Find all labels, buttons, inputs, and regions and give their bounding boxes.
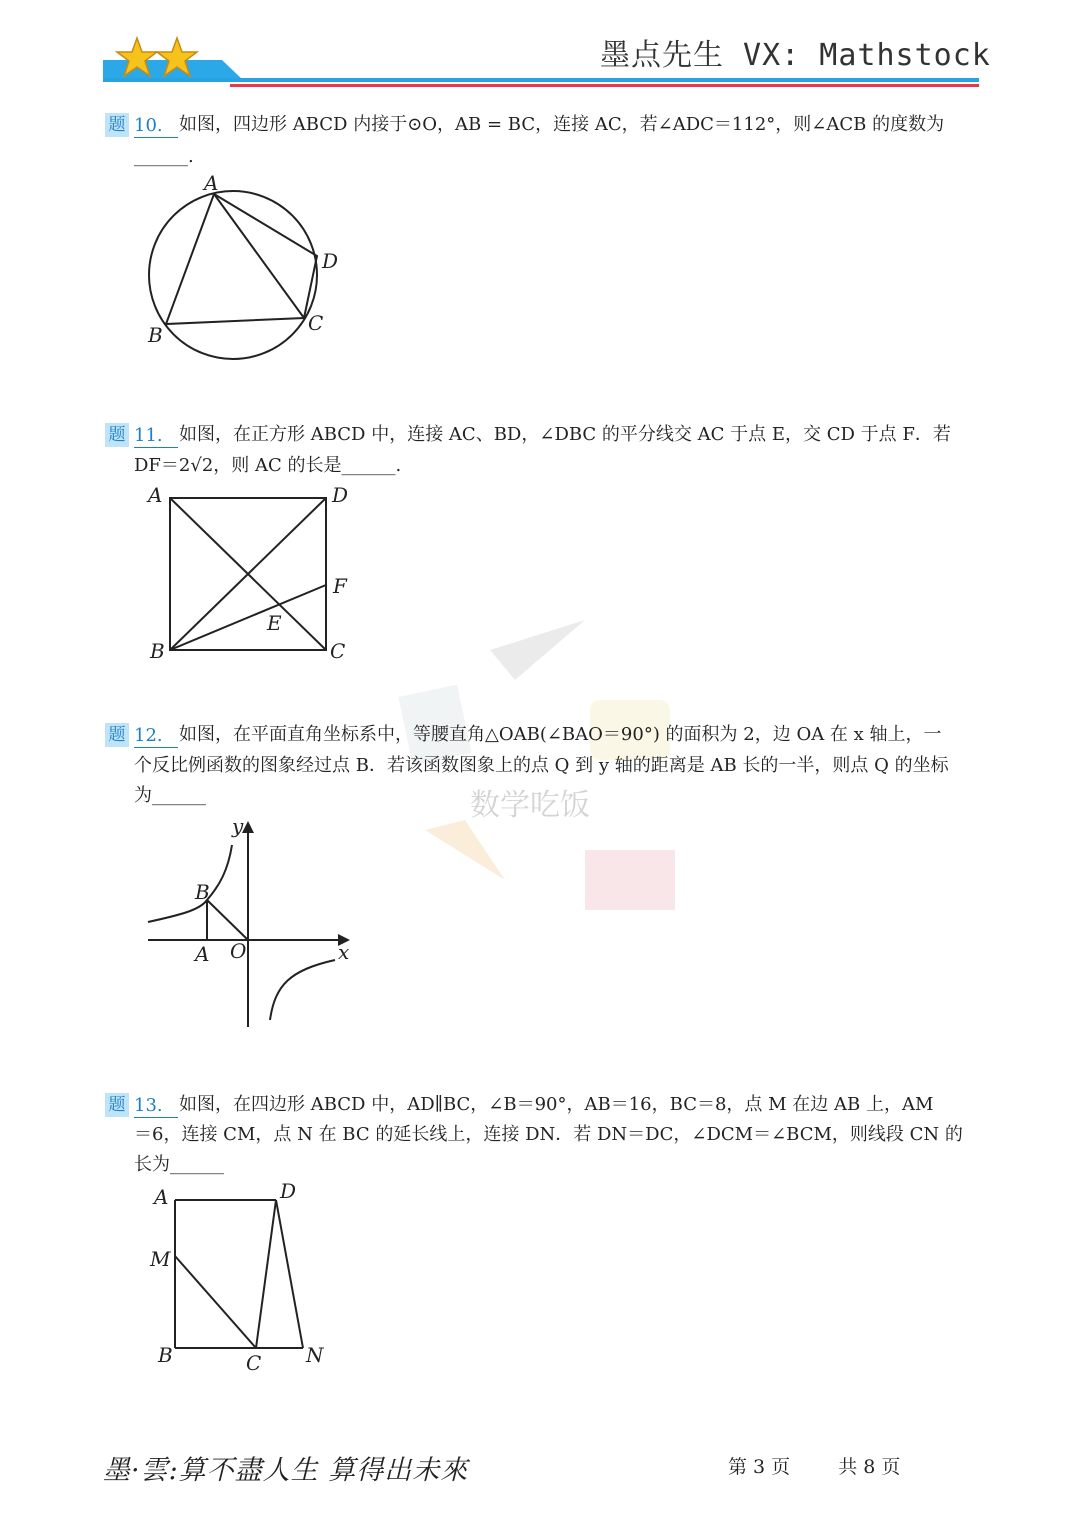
watermark-text: 数学吃饭 <box>470 788 590 823</box>
question-text-line: 如图，在正方形 ABCD 中，连接 AC、BD，∠DBC 的平分线交 AC 于点 E，交 CD 于点 F．若 <box>179 424 951 445</box>
figure-coordinate-hyperbola <box>140 815 370 1035</box>
stars-logo-icon <box>115 36 205 80</box>
point-label: D <box>280 1179 297 1203</box>
question-number: 11. <box>134 425 178 448</box>
question-tag: 题 <box>105 723 129 747</box>
axis-label: x <box>338 940 350 964</box>
point-label: M <box>150 1247 171 1271</box>
point-label: A <box>154 1185 169 1209</box>
question-tag: 题 <box>105 1093 129 1117</box>
page-current: 第 3 页 <box>728 1456 791 1478</box>
point-label: B <box>150 639 165 663</box>
header-rule-red <box>230 84 979 87</box>
figure-square <box>140 478 370 668</box>
point-label: A <box>204 171 219 195</box>
header-rule-blue <box>103 78 979 82</box>
question-number: 10. <box>134 115 178 138</box>
question-text-line: ______. <box>134 146 194 167</box>
question-text-line: 个反比例函数的图象经过点 B．若该函数图象上的点 Q 到 y 轴的距离是 AB 长的一半，则点 Q 的坐标 <box>134 755 949 776</box>
question-text-line: ＝6，连接 CM，点 N 在 BC 的延长线上，连接 DN．若 DN＝DC，∠DCM＝∠BCM，则线段 CN 的 <box>134 1124 963 1145</box>
point-label: C <box>308 311 324 335</box>
point-label: B <box>148 323 163 347</box>
point-label: D <box>322 249 339 273</box>
point-label: F <box>333 574 347 598</box>
point-label: E <box>267 611 282 635</box>
question-tag: 题 <box>105 423 129 447</box>
figure-circle-quadrilateral <box>130 170 360 370</box>
point-label: A <box>148 483 163 507</box>
question-number: 12. <box>134 725 178 748</box>
point-label: A <box>195 942 210 966</box>
question-tag: 题 <box>105 113 129 137</box>
figure-trapezoid <box>140 1178 360 1388</box>
point-label: B <box>158 1343 173 1367</box>
question-text-line: 如图，在平面直角坐标系中，等腰直角△OAB(∠BAO＝90°) 的面积为 2，边 OA 在 x 轴上，一 <box>179 724 942 745</box>
point-label: O <box>230 939 247 963</box>
footer-page-number <box>728 1452 900 1479</box>
point-label: C <box>246 1351 262 1375</box>
point-label: N <box>306 1343 324 1367</box>
question-text-line: 为______ <box>134 785 206 806</box>
point-label: B <box>195 880 210 904</box>
question-text-line: DF＝2√2，则 AC 的长是______. <box>134 455 402 476</box>
page-total: 共 8 页 <box>838 1456 901 1478</box>
question-text-line: 如图，在四边形 ABCD 中，AD∥BC，∠B＝90°，AB＝16，BC＝8，点 M 在边 AB 上，AM <box>179 1094 934 1115</box>
question-text-line: 长为______ <box>134 1154 224 1175</box>
point-label: D <box>332 483 349 507</box>
question-text-line: 如图，四边形 ABCD 内接于⊙O，AB = BC，连接 AC，若∠ADC＝112°，则∠ACB 的度数为 <box>179 114 945 135</box>
axis-label: y <box>232 815 244 838</box>
header-title: 墨点先生 VX: Mathstock <box>600 38 991 73</box>
point-label: C <box>330 639 346 663</box>
footer-motto: 墨·雲:算不盡人生 算得出未來 <box>103 1455 469 1486</box>
question-number: 13. <box>134 1095 178 1118</box>
